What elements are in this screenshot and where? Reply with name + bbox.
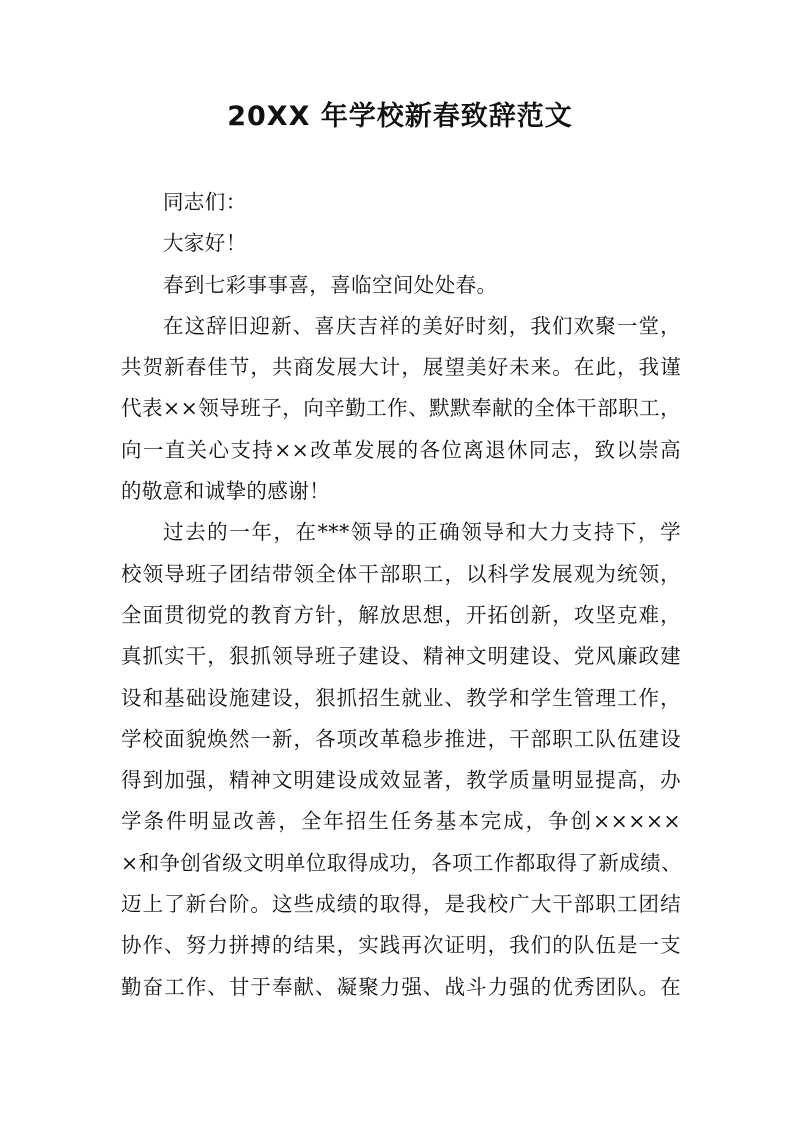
greeting-line: 大家好！ <box>163 231 247 256</box>
paragraph-line: 共贺新春佳节，共商发展大计，展望美好未来。在此，我谨 <box>121 355 681 380</box>
paragraph-line: 得到加强，精神文明建设成效显著，教学质量明显提高，办 <box>121 768 681 793</box>
paragraph-line: 代表××领导班子，向辛勤工作、默默奉献的全体干部职工， <box>121 396 681 421</box>
paragraph-line: 校领导班子团结带领全体干部职工，以科学发展观为统领， <box>121 561 681 586</box>
paragraph-line: 过去的一年，在***领导的正确领导和大力支持下，学 <box>163 520 681 545</box>
paragraph-line: 全面贯彻党的教育方针，解放思想，开拓创新，攻坚克难， <box>121 602 681 627</box>
paragraph-line: 学条件明显改善，全年招生任务基本完成，争创××××× <box>121 809 681 834</box>
paragraph-line: 真抓实干，狠抓领导班子建设、精神文明建设、党风廉政建 <box>121 644 681 669</box>
paragraph-line: 学校面貌焕然一新，各项改革稳步推进，干部职工队伍建设 <box>121 726 681 751</box>
document-body <box>121 182 681 1008</box>
paragraph-line: 迈上了新台阶。这些成绩的取得，是我校广大干部职工团结 <box>121 892 681 917</box>
paragraph-line: ×和争创省级文明单位取得成功，各项工作都取得了新成绩、 <box>121 850 682 875</box>
document-title: 20XX 年学校新春致辞范文 <box>227 101 573 132</box>
paragraph-line: 在这辞旧迎新、喜庆吉祥的美好时刻，我们欢聚一堂， <box>163 313 681 338</box>
paragraph-line: 向一直关心支持××改革发展的各位离退休同志，致以崇高 <box>121 437 681 462</box>
paragraph-line: 春到七彩事事喜，喜临空间处处春。 <box>163 272 498 297</box>
paragraph-line: 勤奋工作、甘于奉献、凝聚力强、战斗力强的优秀团队。在 <box>121 974 681 999</box>
paragraph-line: 协作、努力拼搏的结果，实践再次证明，我们的队伍是一支 <box>121 933 681 958</box>
paragraph-line: 设和基础设施建设，狠抓招生就业、教学和学生管理工作， <box>121 685 681 710</box>
greeting-line: 同志们： <box>163 190 247 214</box>
paragraph-line: 的敬意和诚挚的感谢！ <box>121 479 330 504</box>
